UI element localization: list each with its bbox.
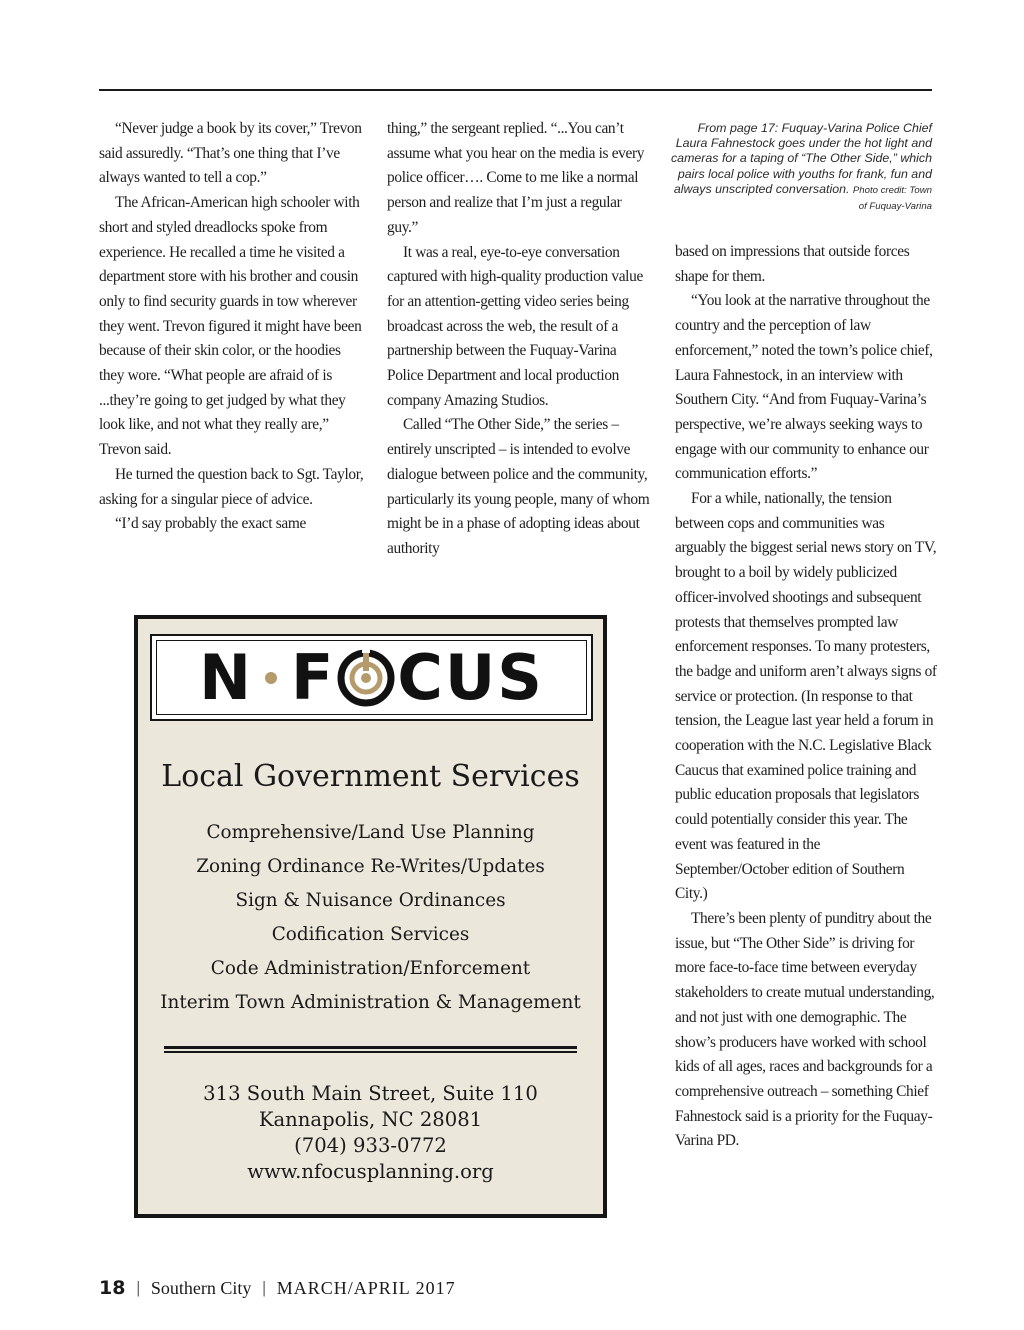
footer-separator: | — [262, 1278, 266, 1297]
nfocus-advertisement — [134, 615, 607, 1218]
ad-divider — [164, 1046, 577, 1053]
website-link[interactable]: www.nfocusplanning.org — [247, 1160, 494, 1183]
article-paragraph: There’s been plenty of punditry about the issue, but “The Other Side” is driving for more face-to-face time between everyday stakeholders to create mutual understanding, and not just with one demographic. The show’s producers have worked with school kids of all ages, races and backgrounds for a comprehensive outreach – something Chief Fahnestock said is a priority for the Fuquay-Varina PD. — [675, 909, 935, 1150]
article-column-1 — [99, 117, 364, 537]
article-column-3 — [675, 240, 937, 1154]
issue-date: MARCH/APRIL 2017 — [276, 1277, 456, 1298]
article-paragraph: It was a real, eye-to-eye conversation captured with high-quality production value for an attention-getting video series being broadcast across the web, the result of a partnership between the Fuquay-Varina Police Department and local production company Amazing Studios. — [387, 243, 643, 409]
page-number: 18 — [99, 1277, 126, 1299]
article-paragraph: “Never judge a book by its cover,” Trevon said assuredly. “That’s one thing that I’ve always wanted to tell a cop.” — [99, 120, 362, 187]
article-paragraph: Called “The Other Side,” the series – entirely unscripted – is intended to evolve dialogue between police and the community, particularly its young people, many of whom might be in a phase of adopting ideas about authority — [387, 416, 650, 557]
logo-letters-cus: CUS — [397, 640, 544, 714]
photo-caption — [668, 121, 932, 214]
logo-dot-icon — [265, 672, 277, 684]
service-item: Code Administration/Enforcement — [210, 958, 531, 979]
logo-letter-n: N — [199, 640, 254, 714]
article-paragraph: For a while, nationally, the tension between cops and communities was arguably the biggest serial news story on TV, brought to a boil by widely publicized officer-involved shootings and subsequent protests that themselves prompted law enforcement responses. To many protesters, the badge and uniform aren’t always signs of service or protection. (In response to that tension, the League last year held a forum in cooperation with the N.C. Legislative Black Caucus that examined police training and public education proposals that legislators could potentially consider this year. The event was featured in the September/October edition of Southern City.) — [675, 490, 937, 903]
address-line-1: 313 South Main Street, Suite 110 — [203, 1082, 538, 1105]
article-paragraph: “You look at the narrative throughout the country and the perception of law enforcement,” noted the town’s police chief, Laura Fahnestock, in an interview with Southern City. “And from Fuquay-Varina’s perspective, we’re always seeking ways to engage with our community to enhance our communication efforts.” — [675, 292, 933, 483]
logo-inner-frame — [156, 640, 587, 715]
service-item: Zoning Ordinance Re-Writes/Updates — [196, 856, 545, 877]
publication-name: Southern City — [150, 1277, 252, 1298]
article-paragraph: thing,” the sergeant replied. “...You can’t assume what you hear on the media is every police officer…. Come to me like a normal person and realize that I’m just a regular guy.” — [387, 120, 645, 236]
address-line-2: Kannapolis, NC 28081 — [258, 1108, 483, 1131]
logo-letter-f: F — [291, 640, 336, 714]
article-paragraph: “I’d say probably the exact same — [115, 515, 306, 533]
footer-separator: | — [136, 1278, 140, 1297]
photo-credit: Photo credit: Town of Fuquay-Varina — [852, 184, 932, 213]
target-o-icon — [337, 649, 395, 707]
article-paragraph: He turned the question back to Sgt. Taylor, asking for a singular piece of advice. — [99, 465, 364, 508]
service-item: Interim Town Administration & Management — [160, 992, 581, 1013]
nfocus-logo — [150, 634, 593, 721]
article-column-2 — [387, 117, 652, 562]
top-rule — [99, 89, 932, 91]
ad-contact-block — [138, 1081, 603, 1185]
page-footer — [99, 1277, 456, 1299]
service-item: Comprehensive/Land Use Planning — [206, 822, 535, 843]
caption-text: From page 17: Fuquay-Varina Police Chief Laura Fahnestock goes under the hot light and cameras for a taping of “The Other Side,” which pairs local police with youths for frank, fun and always unscripted conversation. — [670, 121, 932, 196]
phone-number: (704) 933-0772 — [294, 1134, 447, 1157]
service-item: Codification Services — [271, 924, 470, 945]
article-paragraph: The African-American high schooler with short and styled dreadlocks spoke from experience. He recalled a time he visited a department store with his brother and cousin only to find security guards in tow wherever they went. Trevon figured it might have been because of their skin color, or the hoodies they wore. “What people are afraid of is ...they’re going to get judged by what they look like, and not what they really are,” Trevon said. — [99, 194, 362, 459]
article-paragraph: based on impressions that outside forces shape for them. — [675, 243, 910, 285]
services-list — [138, 816, 603, 1020]
service-item: Sign & Nuisance Ordinances — [235, 890, 506, 911]
ad-title: Local Government Services — [161, 759, 580, 794]
